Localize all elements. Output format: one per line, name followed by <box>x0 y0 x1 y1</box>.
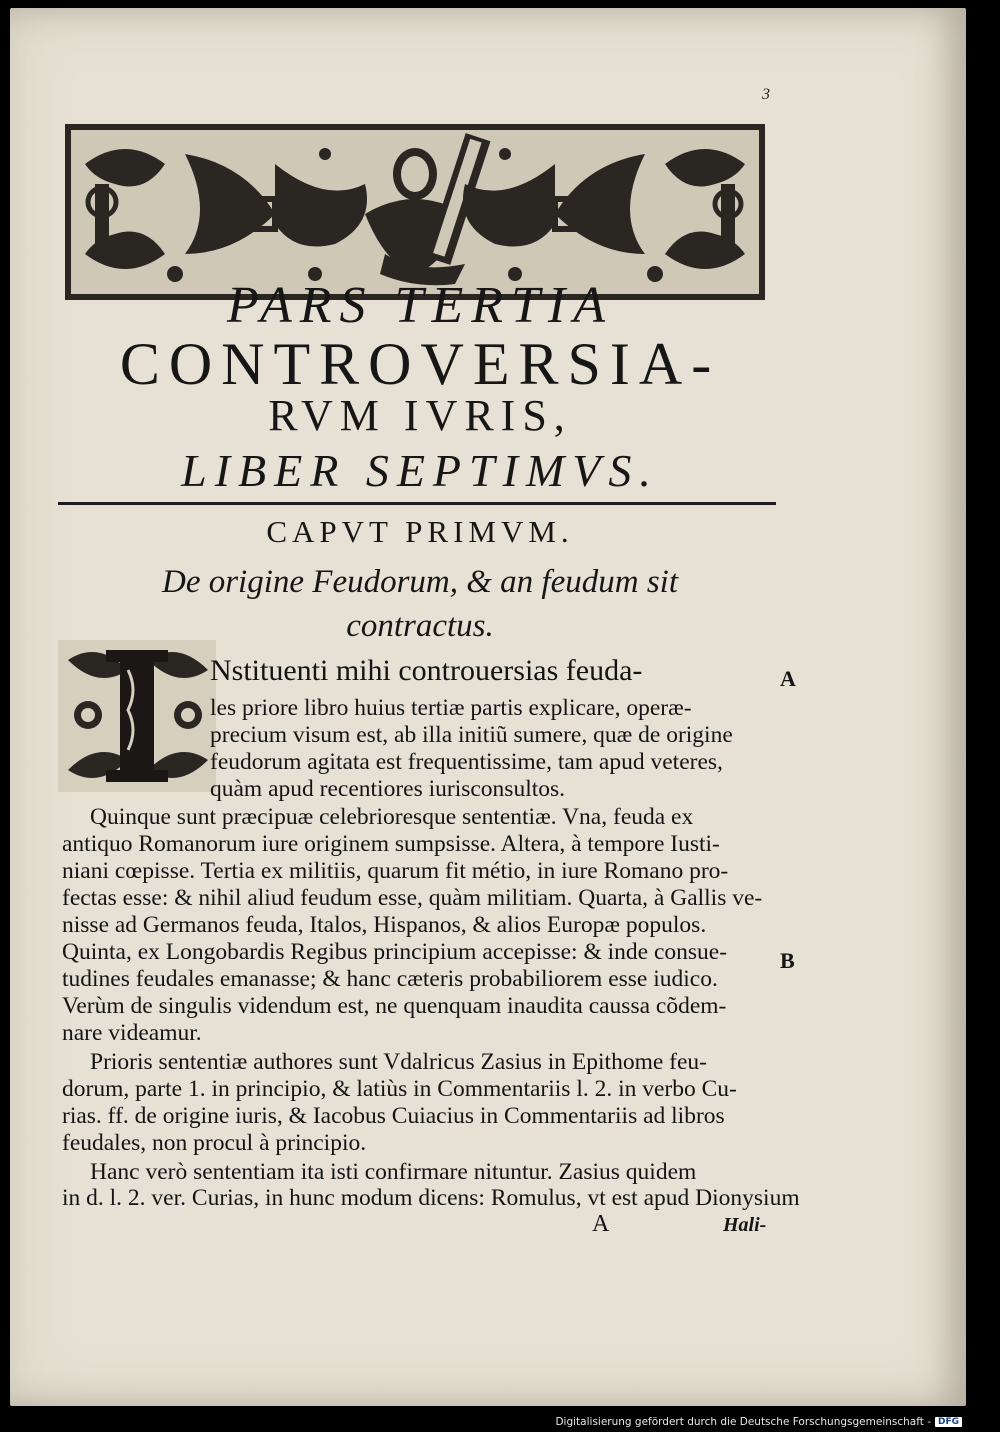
chapter-heading: CAPVT PRIMVM. <box>266 514 574 549</box>
body-line: tudines feudales emanasse; & hanc cæteris probabiliorem esse iudico. <box>62 966 718 992</box>
body-line: niani cœpisse. Tertia ex militiis, quarum fit métio, in iure Romano pro- <box>62 858 729 884</box>
dfg-logo-icon: DFG <box>935 1417 962 1427</box>
book-page <box>10 8 966 1406</box>
body-line: nisse ad Germanos feuda, Italos, Hispanos, & alios Europæ populos. <box>62 912 707 938</box>
body-line: rias. ff. de origine iuris, & Iacobus Cuiacius in Commentariis ad libros <box>62 1103 725 1129</box>
body-line: Quinta, ex Longobardis Regibus principium accepisse: & inde consue- <box>62 939 728 965</box>
body-line: Hanc verò sententiam ita isti confirmare nituntur. Zasius quidem <box>90 1159 697 1185</box>
footer-credit <box>555 1416 962 1428</box>
chapter-subtitle-line-1: De origine Feudorum, & an feudum sit <box>161 564 679 600</box>
body-line: Quinque sunt præcipuæ celebrioresque sententiæ. Vna, feuda ex <box>90 804 694 830</box>
body-line: nare videamur. <box>62 1020 202 1046</box>
page-number: 3 <box>762 86 770 103</box>
title-pars-tertia: PARS TERTIA <box>226 277 614 334</box>
title-controversia: CONTROVERSIA- <box>119 331 721 397</box>
paragraph-line: feudorum agitata est frequentissime, tam apud veteres, <box>210 749 723 775</box>
footer-text: Digitalisierung gefördert durch die Deutsche Forschungsgemeinschaft - <box>555 1416 931 1428</box>
chapter-subtitle-line-2: contractus. <box>346 608 494 644</box>
margin-letter-a: A <box>780 666 796 691</box>
title-rum-iuris: RVM IVRIS, <box>268 391 572 440</box>
body-line: Prioris sententiæ authores sunt Vdalricus Zasius in Epithome feu- <box>90 1049 708 1075</box>
paragraph-line: quàm apud recentiores iurisconsultos. <box>210 776 566 802</box>
title-liber-septimus: LIBER SEPTIMVS. <box>181 445 659 496</box>
paragraph-line: Nstituenti mihi controuersias feuda- <box>210 654 643 687</box>
body-line: in d. l. 2. ver. Curias, in hunc modum dicens: Romulus, vt est apud Dionysium <box>62 1185 800 1211</box>
paragraph-line: les priore libro huius tertiæ partis explicare, operæ- <box>210 695 692 721</box>
ornamental-headpiece <box>65 124 765 300</box>
decorated-initial-i-icon <box>58 640 216 792</box>
margin-letter-b: B <box>780 948 795 973</box>
body-line: Verùm de singulis videndum est, ne quenquam inaudita caussa cõdem- <box>62 993 727 1019</box>
body-line: dorum, parte 1. in principio, & latiùs in Commentariis l. 2. in verbo Cu- <box>62 1076 737 1102</box>
catchword: Hali- <box>723 1214 767 1236</box>
body-line: antiquo Romanorum iure originem sumpsisse. Altera, à tempore Iusti- <box>62 831 720 857</box>
paragraph-line: precium visum est, ab illa initiũ sumere, quæ de origine <box>210 722 733 748</box>
chapter-subtitle <box>70 560 770 648</box>
signature-mark: A <box>592 1211 610 1237</box>
title-rule <box>58 502 776 505</box>
body-line: feudales, non procul à principio. <box>62 1130 367 1156</box>
body-line: fectas esse: & nihil aliud feudum esse, quàm militiam. Quarta, à Gallis ve- <box>62 885 763 911</box>
